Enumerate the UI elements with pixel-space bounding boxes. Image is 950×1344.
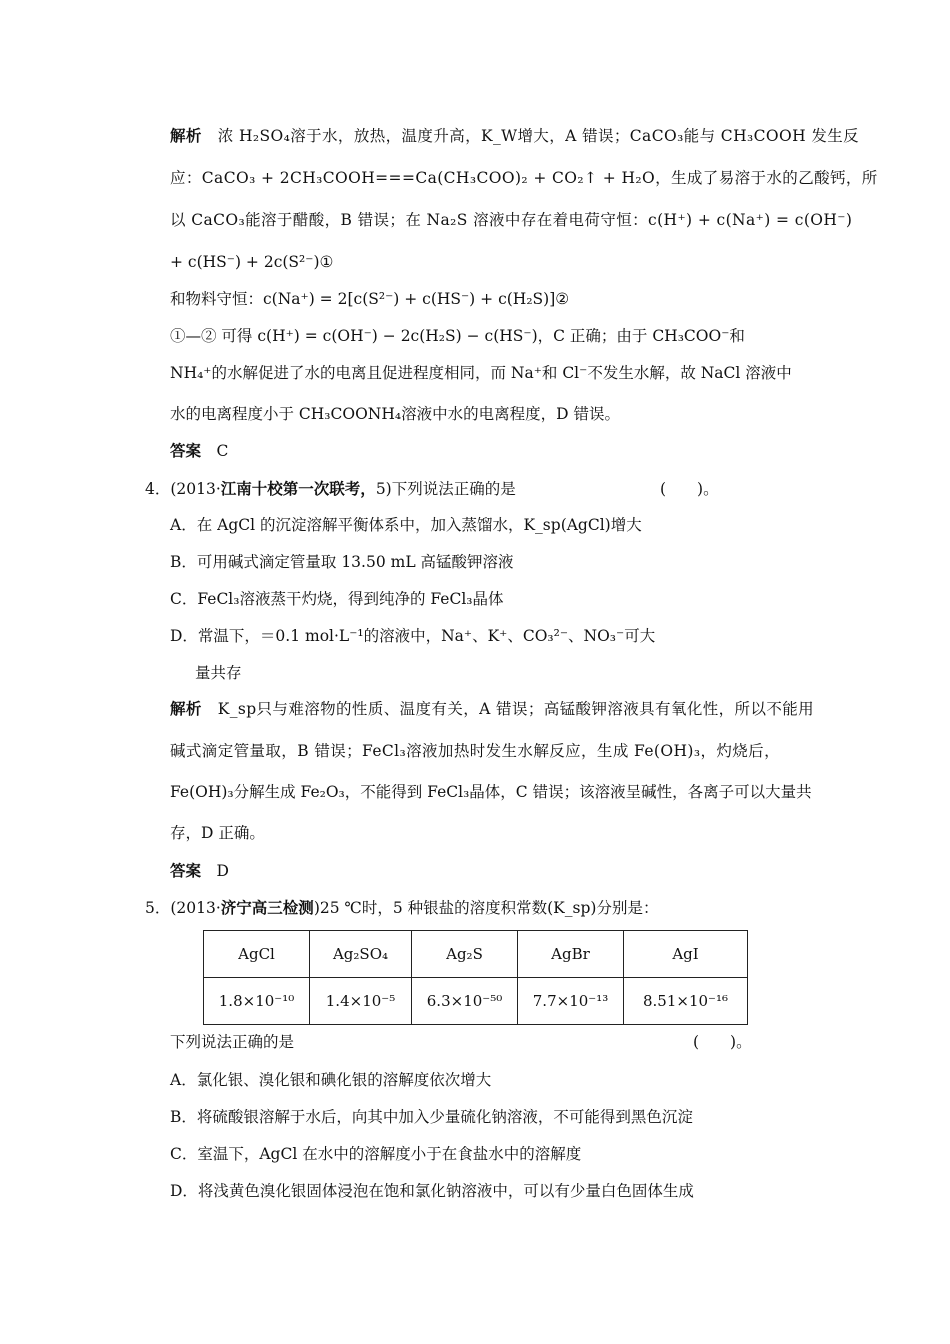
table-value-cell: 1.8×10⁻¹⁰ bbox=[204, 978, 310, 1025]
answer3 bbox=[170, 441, 228, 461]
analysis3-line-4: + c(HS⁻) + 2c(S²⁻)① bbox=[170, 253, 334, 271]
ksp-table bbox=[203, 930, 748, 1025]
analysis3-line-3: 以 CaCO₃能溶于醋酸，B 错误；在 Na₂S 溶液中存在着电荷守恒：c(H⁺) + c(Na⁺) = c(OH⁻) bbox=[170, 211, 853, 229]
analysis3-line-7: NH₄⁺的水解促进了水的电离且促进程度相同，而 Na⁺和 Cl⁻不发生水解，故 NaCl 溶液中 bbox=[170, 364, 792, 382]
q4-option-a: A．在 AgCl 的沉淀溶解平衡体系中，加入蒸馏水，K_sp(AgCl)增大 bbox=[170, 516, 642, 534]
answer-value: D bbox=[216, 862, 229, 880]
answer4 bbox=[170, 861, 229, 881]
analysis-label: 解析 bbox=[170, 699, 202, 718]
question-4-blank: ( )。 bbox=[660, 480, 719, 498]
q5-option-c: C．室温下，AgCl 在水中的溶解度小于在食盐水中的溶解度 bbox=[170, 1145, 582, 1163]
question-4-stem bbox=[145, 479, 516, 499]
analysis4-line-3: Fe(OH)₃分解生成 Fe₂O₃，不能得到 FeCl₃晶体，C 错误；该溶液呈碱性，各离子可以大量共 bbox=[170, 783, 812, 801]
answer-label: 答案 bbox=[170, 861, 202, 880]
table-value-cell: 6.3×10⁻⁵⁰ bbox=[412, 978, 518, 1025]
question-stem: 5)下列说法正确的是 bbox=[375, 480, 516, 498]
question-5-blank: ( )。 bbox=[693, 1033, 752, 1051]
q4-option-c: C．FeCl₃溶液蒸干灼烧，得到纯净的 FeCl₃晶体 bbox=[170, 590, 504, 608]
table-header-cell: AgI bbox=[624, 931, 748, 978]
q4-option-d-cont: 量共存 bbox=[195, 664, 242, 682]
question-5-stem bbox=[145, 898, 658, 918]
answer-value: C bbox=[216, 442, 229, 460]
answer-label: 答案 bbox=[170, 441, 202, 460]
analysis4-line-2: 碱式滴定管量取，B 错误；FeCl₃溶液加热时发生水解反应，生成 Fe(OH)₃，灼烧后， bbox=[170, 742, 780, 760]
question-stem: )25 ℃时，5 种银盐的溶度积常数(K_sp)分别是： bbox=[313, 899, 659, 917]
analysis-label: 解析 bbox=[170, 126, 202, 145]
table-header-cell: Ag₂SO₄ bbox=[310, 931, 412, 978]
analysis-text: K_sp只与难溶物的性质、温度有关，A 错误；高锰酸钾溶液具有氧化性，所以不能用 bbox=[217, 700, 815, 718]
table-value-cell: 1.4×10⁻⁵ bbox=[310, 978, 412, 1025]
analysis3-line-6: ①—② 可得 c(H⁺) = c(OH⁻) − 2c(H₂S) − c(HS⁻)，C 正确；由于 CH₃COO⁻和 bbox=[170, 327, 745, 345]
analysis4-line-1 bbox=[170, 699, 814, 719]
question-source: 江南十校第一次联考， bbox=[220, 479, 376, 498]
table-header-cell: Ag₂S bbox=[412, 931, 518, 978]
table-header-cell: AgBr bbox=[518, 931, 624, 978]
analysis3-line-5: 和物料守恒：c(Na⁺) = 2[c(S²⁻) + c(HS⁻) + c(H₂S)]② bbox=[170, 290, 570, 308]
question-source-open: (2013· bbox=[170, 480, 221, 498]
question-number: 5． bbox=[145, 899, 171, 917]
analysis4-line-4: 存，D 正确。 bbox=[170, 824, 265, 842]
analysis3-line-8: 水的电离程度小于 CH₃COONH₄溶液中水的电离程度，D 错误。 bbox=[170, 405, 620, 423]
q5-option-d: D．将浅黄色溴化银固体浸泡在饱和氯化钠溶液中，可以有少量白色固体生成 bbox=[170, 1182, 694, 1200]
question-source-open: (2013· bbox=[170, 899, 221, 917]
q4-option-b: B．可用碱式滴定管量取 13.50 mL 高锰酸钾溶液 bbox=[170, 553, 514, 571]
q5-option-b: B．将硫酸银溶解于水后，向其中加入少量硫化钠溶液，不可能得到黑色沉淀 bbox=[170, 1108, 693, 1126]
analysis3-line-2: 应：CaCO₃ + 2CH₃COOH===Ca(CH₃COO)₂ + CO₂↑ + H₂O，生成了易溶于水的乙酸钙，所 bbox=[170, 169, 878, 187]
q4-option-d: D．常温下，＝0.1 mol·L⁻¹的溶液中，Na⁺、K⁺、CO₃²⁻、NO₃⁻可大 bbox=[170, 627, 656, 645]
analysis-text: 浓 H₂SO₄溶于水，放热，温度升高，K_W增大，A 错误；CaCO₃能与 CH₃COOH 发生反 bbox=[217, 127, 860, 145]
table-value-cell: 8.51×10⁻¹⁶ bbox=[624, 978, 748, 1025]
table-value-cell: 7.7×10⁻¹³ bbox=[518, 978, 624, 1025]
question-source: 济宁高三检测 bbox=[220, 898, 314, 917]
q5-option-a: A．氯化银、溴化银和碘化银的溶解度依次增大 bbox=[170, 1071, 492, 1089]
table-header-cell: AgCl bbox=[204, 931, 310, 978]
question-5-prompt: 下列说法正确的是 bbox=[170, 1033, 295, 1051]
analysis3-line-1 bbox=[170, 126, 859, 146]
question-number: 4． bbox=[145, 480, 171, 498]
